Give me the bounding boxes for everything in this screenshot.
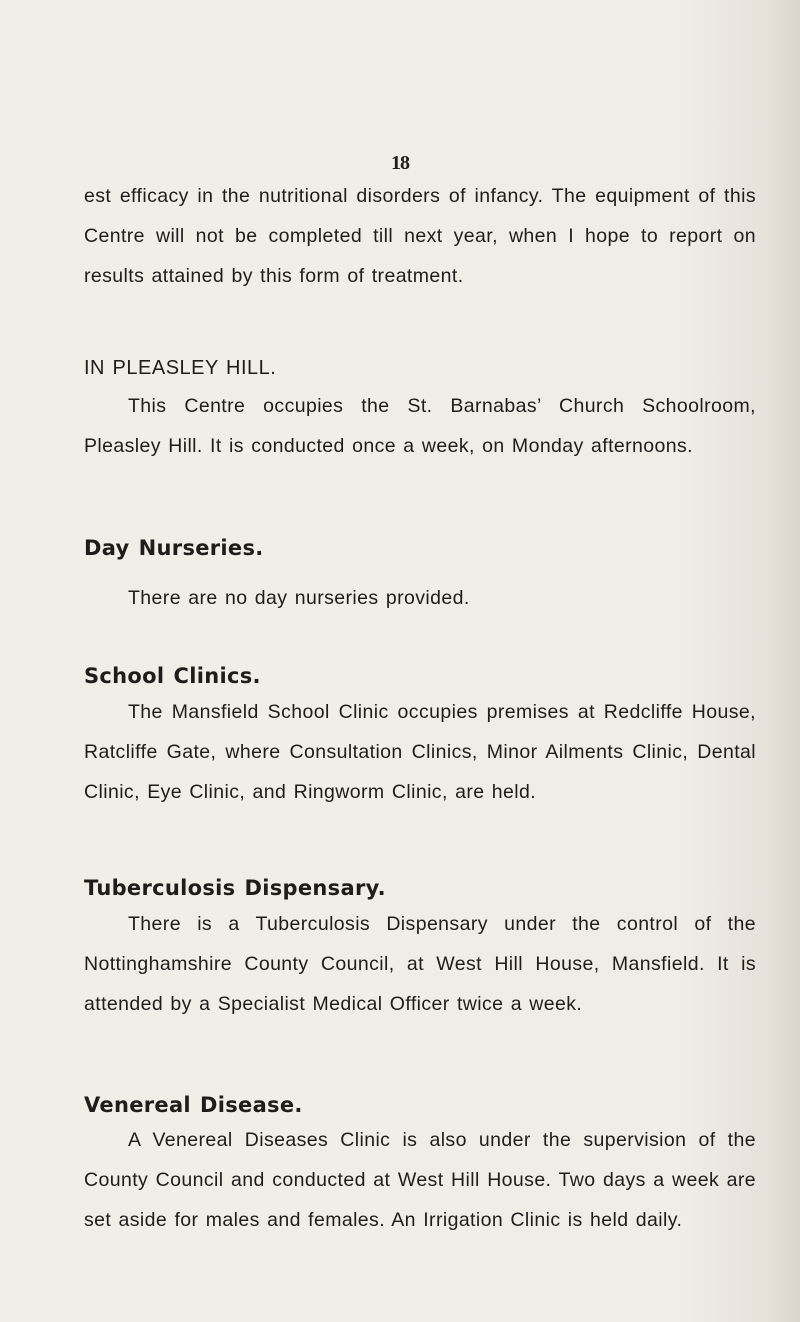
pleasley-body — [84, 386, 756, 466]
tuberculosis-paragraph: There is a Tuberculosis Dispensary under the control of the Nottinghamshire County Council, at West Hill House, Mansfield. It is attended by a Specialist Medical Officer twice a week. — [84, 913, 756, 1015]
tuberculosis-body — [84, 904, 756, 1024]
school-clinics-body — [84, 692, 756, 812]
pleasley-paragraph: This Centre occupies the St. Barnabas’ Church Schoolroom, Pleasley Hill. It is conducted once a week, on Monday afternoons. — [84, 395, 756, 457]
tuberculosis-section — [84, 868, 756, 908]
school-clinics-heading: School Clinics. — [84, 664, 261, 688]
day-nurseries-body — [84, 578, 756, 618]
intro-paragraph: est efficacy in the nutritional disorders of infancy. The equipment of this Centre will not be completed till next year, when I hope to report on results attained by this form of treatment. — [84, 185, 756, 287]
day-nurseries-heading: Day Nurseries. — [84, 536, 264, 560]
intro-section — [84, 176, 756, 296]
pleasley-heading: IN PLEASLEY HILL. — [84, 357, 277, 379]
venereal-paragraph: A Venereal Diseases Clinic is also under the supervision of the County Council and conducted at West Hill House. Two days a week are set aside for males and females. An Irrigation Clinic is held daily. — [84, 1129, 756, 1231]
venereal-body — [84, 1120, 756, 1240]
venereal-section — [84, 1085, 756, 1125]
day-nurseries-paragraph: There are no day nurseries provided. — [128, 587, 470, 609]
school-clinics-paragraph: The Mansfield School Clinic occupies premises at Redcliffe House, Ratcliffe Gate, where Consultation Clinics, Minor Ailments Clinic, Dental Clinic, Eye Clinic, and Ringworm Clinic, are held. — [84, 701, 756, 803]
pleasley-section — [84, 348, 756, 388]
day-nurseries-section — [84, 528, 756, 568]
school-clinics-section — [84, 656, 756, 696]
page-number: 18 — [391, 152, 409, 174]
venereal-heading: Venereal Disease. — [84, 1093, 303, 1117]
tuberculosis-heading: Tuberculosis Dispensary. — [84, 876, 386, 900]
